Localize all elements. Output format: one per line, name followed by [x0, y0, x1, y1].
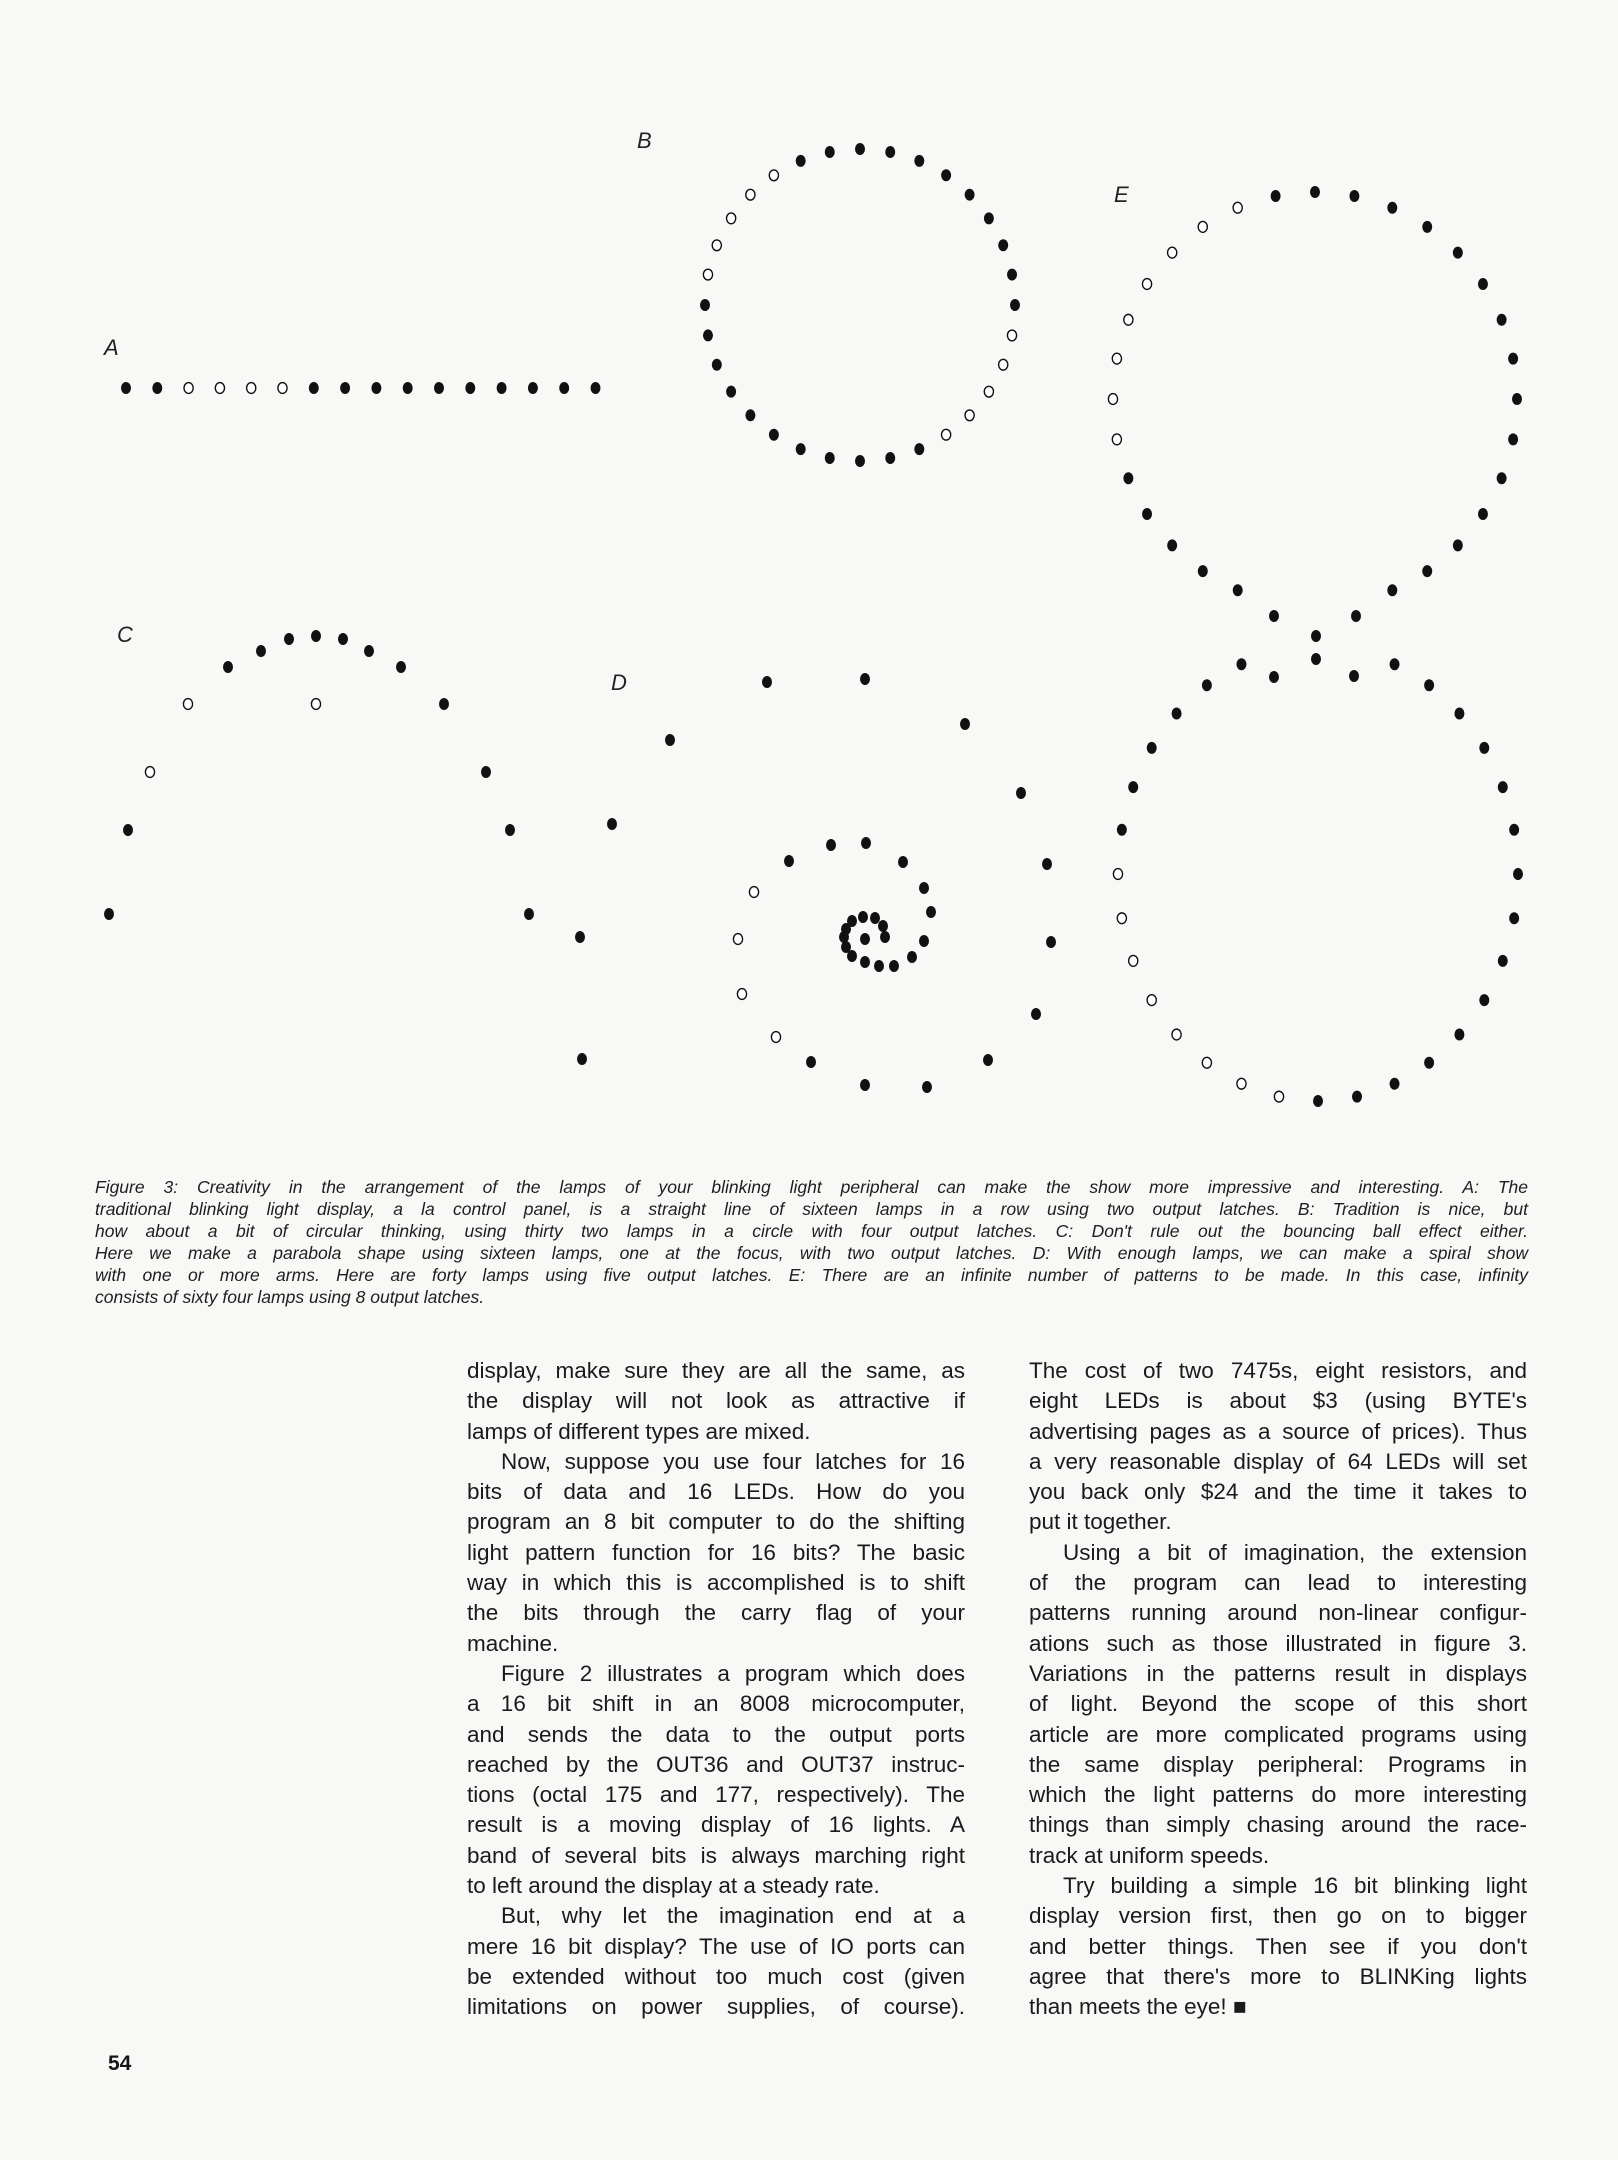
text-line: and sends the data to the output ports: [467, 1721, 965, 1747]
lamp-on-e: [1352, 1091, 1362, 1103]
lamp-on-b: [703, 329, 713, 341]
caption-line: with one or more arms. Here are forty lamps using five output latches. E: There are an infinite number of patterns to be made. In this case, infinity: [95, 1265, 1528, 1285]
lamp-on-d: [860, 1079, 870, 1091]
lamp-on-a: [497, 382, 507, 394]
text-line: But, why let the imagination end at a: [501, 1903, 965, 1929]
lamp-on-d: [960, 718, 970, 730]
text-line: Now, suppose you use four latches for 16: [501, 1448, 965, 1474]
text-line: machine.: [467, 1630, 559, 1656]
text-line: a very reasonable display of 64 LEDs will set: [1029, 1448, 1527, 1474]
lamp-on-d: [665, 734, 675, 746]
lamp-off-d: [771, 1032, 780, 1043]
lamp-on-e: [1236, 658, 1246, 670]
lamp-on-e: [1271, 190, 1281, 202]
pattern-label-e: E: [1114, 182, 1129, 207]
lamp-on-d: [826, 839, 836, 851]
text-line: result is a moving display of 16 lights. A: [467, 1812, 965, 1838]
lamp-on-e: [1509, 824, 1519, 836]
text-line: advertising pages as a source of prices). Thus: [1029, 1418, 1527, 1444]
lamp-on-e: [1128, 781, 1138, 793]
lamp-off-d: [737, 989, 746, 1000]
lamp-on-c: [364, 645, 374, 657]
lamp-on-c: [524, 908, 534, 920]
lamp-on-b: [914, 443, 924, 455]
lamp-on-e: [1311, 630, 1321, 642]
lamp-on-e: [1497, 472, 1507, 484]
lamp-off-a: [215, 383, 224, 394]
text-line: and better things. Then see if you don't: [1029, 1933, 1527, 1959]
lamp-on-b: [825, 146, 835, 158]
lamp-on-e: [1198, 565, 1208, 577]
lamp-on-c: [104, 908, 114, 920]
lamp-off-b: [712, 240, 721, 251]
lamp-off-e: [1172, 1029, 1181, 1040]
lamp-off-b: [746, 189, 755, 200]
lamp-on-d: [898, 856, 908, 868]
lamp-on-e: [1142, 508, 1152, 520]
lamp-on-a: [528, 382, 538, 394]
text-line: be extended without too much cost (given: [467, 1963, 965, 1989]
lamp-off-e: [1168, 247, 1177, 258]
lamp-on-e: [1349, 670, 1359, 682]
lamp-on-d: [847, 915, 857, 927]
text-line: eight LEDs is about $3 (using BYTE's: [1029, 1388, 1527, 1414]
lamp-off-b: [1007, 330, 1016, 341]
text-line: track at uniform speeds.: [1029, 1842, 1270, 1868]
lamp-on-d: [878, 920, 888, 932]
lamp-on-d: [860, 673, 870, 685]
text-line: things than simply chasing around the race-: [1029, 1812, 1527, 1838]
lamp-on-e: [1269, 610, 1279, 622]
lamp-on-d: [880, 931, 890, 943]
text-line: lamps of different types are mixed.: [467, 1418, 811, 1444]
text-line: program an 8 bit computer to do the shifting: [467, 1509, 965, 1535]
lamp-on-b: [941, 169, 951, 181]
lamp-on-b: [1007, 269, 1017, 281]
caption-line: consists of sixty four lamps using 8 output latches.: [95, 1287, 485, 1307]
lamp-on-d: [983, 1054, 993, 1066]
lamp-off-e: [1124, 314, 1133, 325]
text-line: of the program can lead to interesting: [1029, 1570, 1527, 1596]
caption-line: Figure 3: Creativity in the arrangement of the lamps of your blinking light peripheral can make the show more impressive and interesting. A: The: [95, 1177, 1528, 1197]
lamp-on-c: [223, 661, 233, 673]
text-line: bits of data and 16 LEDs. How do you: [467, 1479, 965, 1505]
lamp-on-d: [889, 960, 899, 972]
text-line: article are more complicated programs using: [1029, 1721, 1527, 1747]
text-line: band of several bits is always marching right: [467, 1842, 965, 1868]
lamp-on-c: [505, 824, 515, 836]
lamp-off-b: [965, 410, 974, 421]
lamp-on-d: [1046, 936, 1056, 948]
text-line: way in which this is accomplished is to shift: [467, 1570, 965, 1596]
lamp-on-e: [1478, 278, 1488, 290]
lamp-on-e: [1269, 671, 1279, 683]
lamp-on-b: [796, 443, 806, 455]
text-line: tions (octal 175 and 177, respectively). The: [467, 1782, 965, 1808]
lamp-on-a: [559, 382, 569, 394]
lamp-on-e: [1390, 658, 1400, 670]
lamp-on-a: [591, 382, 601, 394]
lamp-on-e: [1453, 539, 1463, 551]
lamp-on-d: [577, 1053, 587, 1065]
lamp-off-e: [1117, 913, 1126, 924]
text-line: which the light patterns do more interesting: [1029, 1782, 1527, 1808]
lamp-on-c: [396, 661, 406, 673]
lamp-on-b: [796, 155, 806, 167]
lamp-on-a: [121, 382, 131, 394]
lamp-on-e: [1313, 1095, 1323, 1107]
lamp-on-e: [1478, 508, 1488, 520]
lamp-on-a: [434, 382, 444, 394]
lamp-on-c: [256, 645, 266, 657]
lamp-on-d: [907, 951, 917, 963]
text-line: the bits through the carry flag of your: [467, 1600, 965, 1626]
lamp-on-a: [309, 382, 319, 394]
lamp-off-e: [1129, 955, 1138, 966]
lamp-off-a: [184, 383, 193, 394]
text-line: mere 16 bit display? The use of IO ports can: [467, 1933, 965, 1959]
lamp-off-e: [1274, 1091, 1283, 1102]
lamp-off-e: [1202, 1057, 1211, 1068]
pattern-label-d: D: [611, 670, 627, 695]
lamp-on-d: [874, 960, 884, 972]
lamp-off-d: [733, 934, 742, 945]
lamp-on-e: [1498, 781, 1508, 793]
lamp-on-a: [340, 382, 350, 394]
lamp-off-b: [942, 429, 951, 440]
text-line: agree that there's more to BLINKing lights: [1029, 1963, 1527, 1989]
lamp-on-a: [465, 382, 475, 394]
lamp-off-e: [1198, 221, 1207, 232]
lamp-on-e: [1233, 584, 1243, 596]
lamp-off-b: [769, 170, 778, 181]
lamp-on-e: [1351, 610, 1361, 622]
lamp-on-b: [825, 452, 835, 464]
lamp-on-e: [1147, 742, 1157, 754]
pattern-label-c: C: [117, 622, 133, 647]
text-line: limitations on power supplies, of course).: [467, 1994, 965, 2020]
lamp-off-c: [311, 699, 320, 710]
lamp-on-b: [726, 386, 736, 398]
text-line: you back only $24 and the time it takes to: [1029, 1479, 1527, 1505]
pattern-label-b: B: [637, 128, 652, 153]
lamp-on-a: [371, 382, 381, 394]
lamp-on-b: [885, 146, 895, 158]
lamp-off-e: [1142, 279, 1151, 290]
text-line: The cost of two 7475s, eight resistors, and: [1029, 1358, 1527, 1383]
text-line: than meets the eye! ■: [1029, 1994, 1247, 2020]
lamp-on-c: [123, 824, 133, 836]
lamp-on-d: [806, 1056, 816, 1068]
lamp-on-e: [1387, 584, 1397, 596]
lamp-off-e: [1112, 434, 1121, 445]
pattern-label-a: A: [104, 335, 119, 360]
lamp-on-d: [860, 956, 870, 968]
lamp-on-d: [762, 676, 772, 688]
lamp-on-b: [712, 359, 722, 371]
lamp-on-e: [1424, 1057, 1434, 1069]
lamp-off-d: [749, 887, 758, 898]
text-line: the same display peripheral: Programs in: [1029, 1751, 1527, 1777]
lamp-off-e: [1112, 353, 1121, 364]
lamp-on-d: [926, 906, 936, 918]
text-line: Try building a simple 16 bit blinking light: [1063, 1873, 1527, 1899]
figure-caption: [95, 1176, 1528, 1308]
lamp-on-b: [769, 429, 779, 441]
text-line: of light. Beyond the scope of this short: [1029, 1691, 1527, 1717]
lamp-on-e: [1453, 247, 1463, 259]
lamp-on-b: [965, 189, 975, 201]
lamp-on-e: [1509, 912, 1519, 924]
body-column-right: [1029, 1356, 1527, 2023]
lamp-off-e: [1113, 869, 1122, 880]
text-line: ations such as those illustrated in figure 3.: [1029, 1630, 1527, 1656]
lamp-on-d: [919, 882, 929, 894]
text-line: a 16 bit shift in an 8008 microcomputer,: [467, 1691, 965, 1717]
lamp-on-d: [861, 837, 871, 849]
lamp-on-b: [855, 143, 865, 155]
lamp-on-e: [1512, 393, 1522, 405]
lamp-on-b: [745, 409, 755, 421]
lamp-on-e: [1454, 1029, 1464, 1041]
caption-line: Here we make a parabola shape using sixteen lamps, one at the focus, with two output latches. D: With enough lamps, we can make a spiral show: [95, 1243, 1528, 1263]
lamp-on-e: [1167, 539, 1177, 551]
lamp-on-a: [152, 382, 162, 394]
lamp-on-d: [1042, 858, 1052, 870]
lamp-on-b: [700, 299, 710, 311]
lamp-on-e: [1123, 472, 1133, 484]
lamp-on-b: [855, 455, 865, 467]
lamp-on-e: [1422, 221, 1432, 233]
lamp-on-e: [1479, 994, 1489, 1006]
lamp-on-d: [607, 818, 617, 830]
lamp-off-c: [145, 767, 154, 778]
lamp-off-a: [247, 383, 256, 394]
lamp-off-e: [1237, 1078, 1246, 1089]
lamp-on-e: [1508, 353, 1518, 365]
text-line: the display will not look as attractive if: [467, 1388, 965, 1414]
text-line: Figure 2 illustrates a program which does: [501, 1660, 965, 1686]
lamp-off-e: [1108, 394, 1117, 405]
text-line: Variations in the patterns result in displays: [1029, 1660, 1527, 1686]
lamp-off-b: [999, 359, 1008, 370]
lamp-off-b: [727, 213, 736, 224]
lamp-on-d: [575, 931, 585, 943]
lamp-on-e: [1387, 202, 1397, 214]
text-line: Using a bit of imagination, the extension: [1063, 1539, 1527, 1565]
lamp-on-e: [1497, 314, 1507, 326]
text-line: display, make sure they are all the same, as: [467, 1358, 965, 1383]
page-number: 54: [108, 2052, 132, 2075]
lamp-off-b: [703, 269, 712, 280]
lamp-on-b: [998, 239, 1008, 251]
lamp-on-e: [1422, 565, 1432, 577]
body-column-left: [467, 1356, 965, 2023]
text-line: to left around the display at a steady rate.: [467, 1873, 880, 1899]
lamp-on-e: [1479, 742, 1489, 754]
lamp-on-d: [1016, 787, 1026, 799]
lamp-on-d: [870, 912, 880, 924]
lamp-on-e: [1202, 679, 1212, 691]
text-line: light pattern function for 16 bits? The basic: [467, 1539, 965, 1565]
lamp-on-e: [1454, 707, 1464, 719]
lamp-off-b: [984, 386, 993, 397]
lamp-on-e: [1390, 1078, 1400, 1090]
lamp-on-d: [841, 941, 851, 953]
lamp-on-e: [1172, 707, 1182, 719]
lamp-on-b: [984, 212, 994, 224]
lamp-on-b: [885, 452, 895, 464]
lamp-on-d: [919, 935, 929, 947]
lamp-on-d: [860, 933, 870, 945]
lamp-on-e: [1513, 868, 1523, 880]
lamp-on-e: [1349, 190, 1359, 202]
lamp-on-d: [784, 855, 794, 867]
lamp-on-b: [914, 155, 924, 167]
text-line: put it together.: [1029, 1509, 1172, 1535]
lamp-off-a: [278, 383, 287, 394]
lamp-on-d: [922, 1081, 932, 1093]
caption-line: traditional blinking light display, a la control panel, is a straight line of sixteen lamps in a row using two output latches. B: Tradition is nice, but: [95, 1199, 1528, 1219]
text-line: display version first, then go on to bigger: [1029, 1903, 1527, 1929]
lamp-on-a: [403, 382, 413, 394]
lamp-on-c: [284, 633, 294, 645]
lamp-off-e: [1147, 995, 1156, 1006]
lamp-on-b: [1010, 299, 1020, 311]
text-line: patterns running around non-linear configur-: [1029, 1600, 1527, 1626]
lamp-on-c: [311, 630, 321, 642]
lamp-on-e: [1424, 679, 1434, 691]
lamp-on-e: [1311, 653, 1321, 665]
lamp-on-c: [439, 698, 449, 710]
lamp-on-c: [338, 633, 348, 645]
lamp-on-e: [1508, 433, 1518, 445]
caption-line: how about a bit of circular thinking, using thirty two lamps in a circle with four output latches. C: Don't rule out the bouncing ball effect either.: [95, 1221, 1528, 1241]
lamp-on-e: [1310, 186, 1320, 198]
lamp-on-e: [1498, 955, 1508, 967]
lamp-off-e: [1233, 202, 1242, 213]
text-line: reached by the OUT36 and OUT37 instruc-: [467, 1751, 965, 1777]
lamp-on-d: [858, 911, 868, 923]
lamp-on-e: [1117, 824, 1127, 836]
lamp-off-c: [183, 699, 192, 710]
lamp-on-d: [1031, 1008, 1041, 1020]
lamp-on-c: [481, 766, 491, 778]
